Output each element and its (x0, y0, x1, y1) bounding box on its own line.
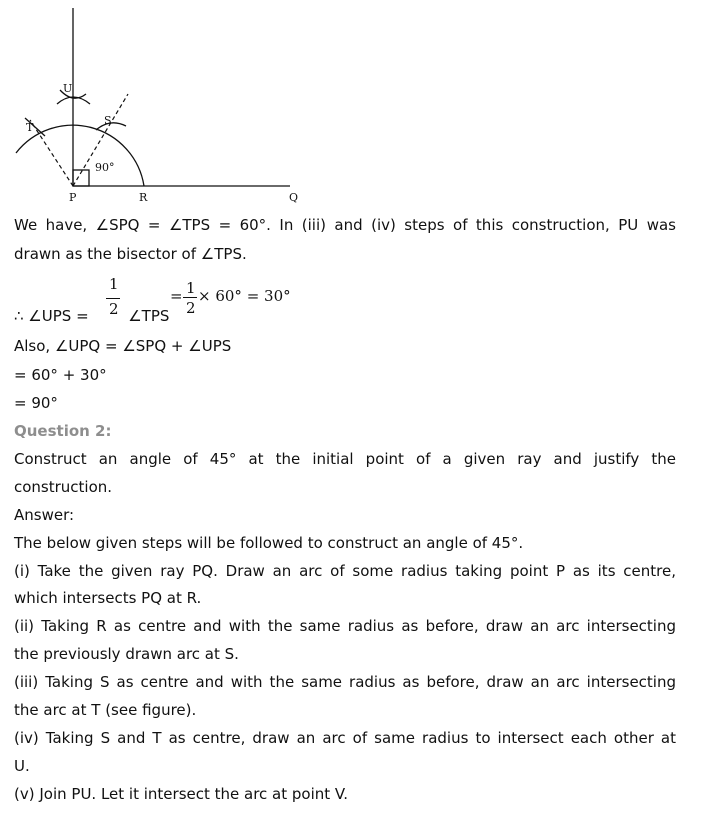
text-line-13: (ii) Taking R as centre and with the same radius as before, draw an arc intersecting (14, 617, 676, 635)
frac-2-den: 2 (186, 299, 196, 317)
eq-result: × 60° = 30° (198, 287, 291, 305)
text-line-18: U. (14, 757, 30, 775)
question-heading: Question 2: (14, 422, 112, 440)
text-line-15: (iii) Taking S as centre and with the same radius as before, draw an arc intersecting (14, 673, 676, 691)
frac-2-num: 1 (186, 279, 196, 297)
text-line-2: drawn as the bisector of ∠TPS. (14, 245, 247, 263)
text-line-6: = 90° (14, 394, 58, 412)
label-angle: 90° (95, 161, 115, 174)
eq-mid: ∠TPS (128, 307, 170, 325)
frac-1-num: 1 (109, 275, 119, 293)
label-p: P (69, 191, 77, 204)
text-line-5: = 60° + 30° (14, 366, 107, 384)
text-line-12: which intersects PQ at R. (14, 589, 202, 607)
label-r: R (139, 191, 148, 204)
text-line-17: (iv) Taking S and T as centre, draw an arc of same radius to intersect each other at (14, 729, 676, 747)
text-line-11: (i) Take the given ray PQ. Draw an arc of some radius taking point P as its centre, (14, 562, 676, 580)
text-line-19: (v) Join PU. Let it intersect the arc at point V. (14, 785, 349, 803)
label-s: S (104, 114, 112, 127)
text-line-10: The below given steps will be followed to construct an angle of 45°. (14, 534, 524, 552)
text-line-1: We have, ∠SPQ = ∠TPS = 60°. In (iii) and (iv) steps of this construction, PU was (14, 216, 676, 234)
eq-prefix: ∴ ∠UPS = (14, 307, 94, 325)
construction-figure (0, 0, 320, 210)
frac-1-den: 2 (109, 300, 119, 318)
frac-2-bar (183, 297, 197, 298)
text-line-8: construction. (14, 478, 113, 496)
text-line-7: Construct an angle of 45° at the initial point of a given ray and justify the (14, 450, 676, 468)
label-t: T (26, 121, 34, 134)
text-line-4: Also, ∠UPQ = ∠SPQ + ∠UPS (14, 337, 232, 355)
label-q: Q (289, 191, 299, 204)
text-line-16: the arc at T (see figure). (14, 701, 197, 719)
answer-label: Answer: (14, 506, 75, 524)
eq-equals: = (170, 287, 183, 305)
main-arc (16, 125, 144, 186)
dashed-pt (30, 120, 73, 186)
frac-1-bar (106, 298, 120, 299)
text-line-14: the previously drawn arc at S. (14, 645, 239, 663)
label-u: U (63, 82, 73, 95)
